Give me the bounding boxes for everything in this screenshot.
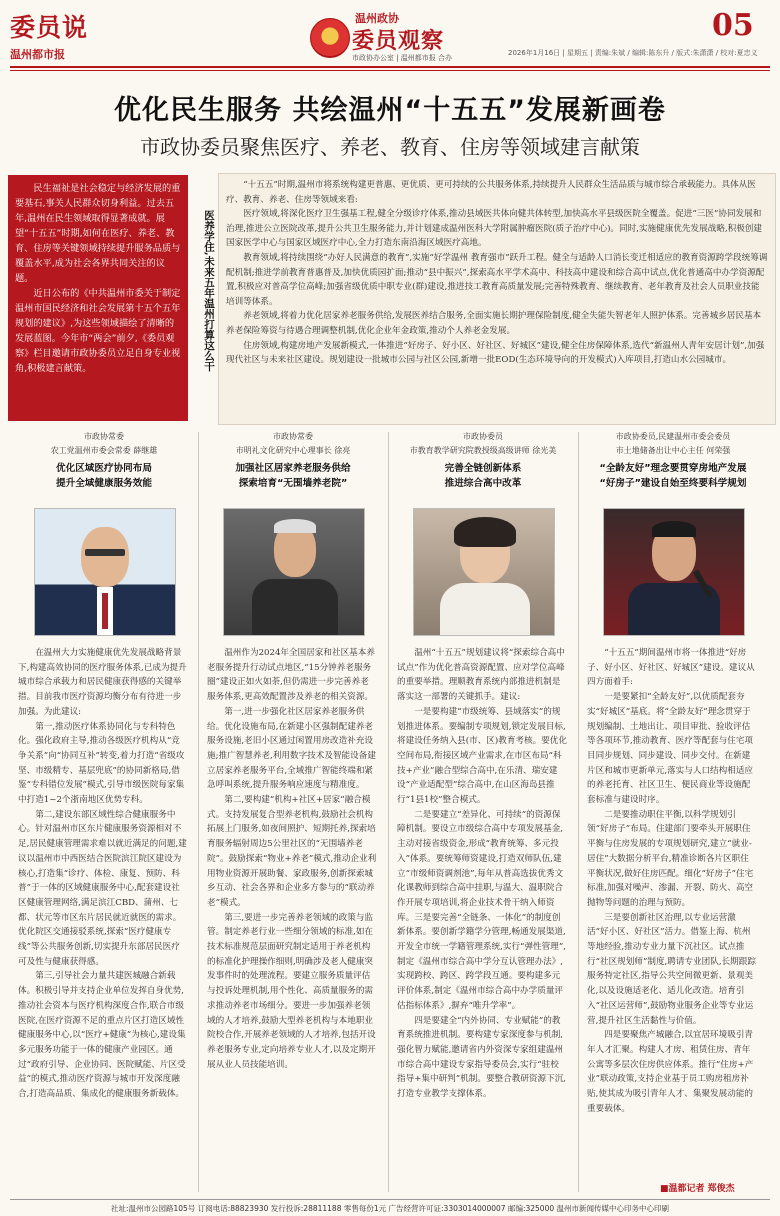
member-role: 市政协委员 bbox=[463, 432, 503, 441]
lead-paragraph: 近日公布的《中共温州市委关于制定温州市国民经济和社会发展第十五个五年规划的建议》,为这些领域描绘了清晰的发展蓝图。今年市“两会”前夕,《委员观察》栏目邀请市政协委员立足自身专业视角,积极建言献策。 bbox=[15, 288, 181, 374]
column-divider bbox=[198, 432, 199, 1192]
member-name: 市土地储备出让中心主任 何荣强 bbox=[615, 446, 731, 455]
member-role: 市政协常委 bbox=[84, 432, 124, 441]
column-title: 加强社区居家养老服务供给 探索培育“无围墙养老院” bbox=[235, 463, 351, 489]
column-body bbox=[397, 646, 567, 1102]
overview-paragraph: 养老领域,将着力优化居家养老服务供给,发展医养结合服务,全面实施长期护理保险制度,健全失能失智老年人照护体系。完善城乡居民基本养老保险筹资与待遇合理调整机制,优化企业年金政策,推动个人养老金发展。 bbox=[226, 311, 762, 336]
body-paragraph: 在温州大力实施健康优先发展战略背景下,构建高效协同的医疗服务体系,已成为提升城市综合承载力和居民健康获得感的关键举措。目前我市医疗资源均衡分布有待进一步加强。为此建议: bbox=[18, 648, 187, 717]
member-name: 市教育教学研究院教授级高级讲师 徐光美 bbox=[409, 446, 557, 455]
brand-line: 温州政协 bbox=[355, 12, 399, 25]
lead-box bbox=[8, 175, 188, 421]
overview-paragraph: “十五五”时期,温州市将系统构建更普惠、更优质、更可持续的公共服务体系,持续提升人民群众生活品质与城市综合承载能力。具体从医疗、教育、养老、住房等领域来看: bbox=[226, 180, 756, 205]
section-subtitle: 温州都市报 bbox=[10, 48, 65, 61]
overview-paragraph: 住房领域,构建房地产发展新模式,一体推进“好房子、好小区、好社区、好城区”建设,健全住房保障体系,选代“新温州人青年安居计划”,加强现代社区与未来社区建设。规划建设一批城市公园与社区公园,新增一批EOD(生态环境导向的开发模式)入库项目,打造山水公园城市。 bbox=[226, 340, 765, 366]
body-paragraph: 三是要创新社区治理,以专业运营激活“好小区、好社区”活力。借鉴上海、杭州等地经验,推动专业力量下沉社区。试点推行“社区规划师”制度,聘请专业团队,长期跟踪服务特定社区,指导公共空间微更新、景观美化,以及设施适老化、适儿化改造。培育引入“社区运营师”,鼓励物业服务企业等专业运营,提升社区生活黏性与价值。 bbox=[587, 912, 756, 1026]
masthead-rule-thin bbox=[10, 70, 770, 71]
member-photo bbox=[34, 508, 176, 636]
column-body bbox=[207, 646, 377, 1072]
body-paragraph: 温州“十五五”规划建议将“探索综合高中试点”作为优化普高资源配置、应对学位高峰的重要举措。理顺教育系统内部推进机制是落实这一部署的关键抓手。建议: bbox=[397, 648, 565, 703]
member-name: 市明礼文化研究中心理事长 徐亮 bbox=[235, 446, 351, 455]
body-paragraph: 一是要紧扣“全龄友好”,以优质配套夯实“好城区”基底。将“全龄友好”理念贯穿于规划编制、土地出让、项目审批、验收评估等各项环节,推动教育、医疗等配套与住宅项目同步规划、同步建设、同步交付。在新建片区和城市更新单元,落实与人口结构相适应的养老托育、社区卫生、便民商业等设施配套标准与建设时序。 bbox=[587, 692, 754, 806]
column-header bbox=[14, 430, 194, 491]
body-paragraph: 第二,建设东部区域性综合健康服务中心。针对温州市区东片健康服务资源相对不足,居民健康管理需求难以就近满足的问题,建议以温州市中西医结合医院滨江院区建设为核心,打造集“诊疗、体检、康复、预防、科普”于一体的区域健康服务中心,配套建设社区健康管理网络,满足滨江CBD、蒲州、七都、状元等市区东片居民就近就医的需求。优化院区交通接驳系统,探索“医疗健康专线”等公共服务创新,切实提升东部居民医疗可及性与健康获得感。 bbox=[18, 809, 187, 967]
member-role: 市政协委员,民建温州市委会委员 bbox=[615, 432, 731, 441]
column-header bbox=[583, 430, 763, 491]
masthead-rule bbox=[10, 66, 770, 68]
page-footer: 社址:温州市公园路105号 订阅电话:88823930 发行投诉:28811188 零售每份1元 广告经营许可证:3303014000007 邮编:325000 温州市新闻传媒中心印务中心印刷 bbox=[10, 1199, 770, 1214]
column-body bbox=[587, 646, 757, 1117]
body-paragraph: 二是要建立“差异化、可持续”的资源保障机制。要设立市级综合高中专项发展基金,主动对接省级资金,形成“教育统筹、多元投入”体系。要统筹师资建设,打造双师队伍,建立“市级师资调剂池”,每年从普高选拔优秀文化课教师到综合高中挂职,与温大、温职院合作开展专项培训,将企业技术骨干纳入师资库。三是要完善“全链条、一体化”的制度创新体系。要创新学籍学分管理,畅通发展渠道,开发全市统一学籍管理系统,实行“弹性管理”,制定《温州市综合高中学分互认管理办法》,实现跨校、跨区、跨学段互通。要构建多元评价体系,制定《温州市综合高中办学质量评估指标体系》,摒弃“唯升学率”。 bbox=[397, 809, 566, 1011]
lead-paragraph: 民生福祉是社会稳定与经济发展的重要基石,事关人民群众切身利益。过去五年,温州在民生领域取得显著成就。展望“十五五”时期,如何在医疗、养老、教育、住房等关键领域持续提升服务品质与覆盖水平,成为社会各界共同关注的议题。 bbox=[15, 183, 181, 284]
column-title: “全龄友好”理念要贯穿房地产发展 “好房子”建设自始至终要科学规划 bbox=[599, 463, 747, 489]
body-paragraph: 第二,要构建“机构+社区+居家”融合模式。支持发展复合型养老机构,鼓励社会机构拓展上门服务,如夜间照护、短期托养,探索培育服务辐射周边5公里社区的“无围墙养老院”。鼓励探索“物业+养老”模式,推动企业利用物业资源开展助餐、家政服务,创新探索城乡互动、社会各界和企业多方参与的“联动养老”模式。 bbox=[207, 795, 377, 908]
body-paragraph: 第一,推动医疗体系协同化与专科特色化。强化政府主导,推动各级医疗机构从“竞争关系”向“协同互补”转变,着力打造“省级攻坚、市级精专、基层兜底”的协同新格局,借鉴“专科错位发展”模式,引导市级医院每家集中打造1~2个浙南地区优势专科。 bbox=[18, 721, 185, 806]
reporter-byline: ■温都记者 郑俊杰 bbox=[660, 1184, 735, 1194]
body-paragraph: “十五五”期间温州市将一体推进“好房子、好小区、好社区、好城区”建设。建议从四方面着手: bbox=[587, 648, 755, 688]
member-role: 市政协常委 bbox=[273, 432, 313, 441]
member-photo bbox=[603, 508, 745, 636]
section-title: 委员说 bbox=[10, 13, 89, 42]
column-header bbox=[203, 430, 383, 491]
overview-paragraph: 教育领域,将持续围绕“办好人民满意的教育”,实施“好学温州 教育强市”跃升工程。健全与适龄人口消长变迁相适应的教育资源跨学段统筹调配机制;推进学前教育普惠普及,加快优质园扩面;推动“县中振兴”,探索高水平学术高中、科技高中建设和综合高中试点,优化普通高中办学资源配置,积极应对普高学位高峰;加强省级优质中职专业(群)建设,推进技工教育高质量发展;完善特殊教育、继续教育、老年教育及社会人员职业技能培训等体系。 bbox=[226, 252, 768, 307]
brand-sub: 市政协办公室 | 温州都市报 合办 bbox=[352, 54, 453, 62]
column-header bbox=[393, 430, 573, 491]
member-name: 农工党温州市委会常委 薛继雄 bbox=[50, 446, 158, 455]
column-brand: 委员观察 bbox=[352, 29, 445, 54]
body-paragraph: 温州作为2024年全国居家和社区基本养老服务提升行动试点地区,“15分钟养老服务圈”建设正如火如荼,但仍需进一步完善养老服务体系,更高效配置涉及养老的相关资源。 bbox=[207, 648, 375, 703]
cppcc-emblem-icon bbox=[310, 18, 350, 58]
member-photo bbox=[413, 508, 555, 636]
page-headline: 优化民生服务 共绘温州“十五五”发展新画卷 bbox=[114, 95, 666, 126]
overview-text bbox=[226, 178, 768, 368]
body-paragraph: 四是要聚焦产城融合,以宜居环境吸引青年人才汇聚。构建人才房、租赁住房、青年公寓等多层次住房供应体系。推行“住房+产业”联动政策,支持企业基于员工购房租房补贴,使其成为吸引青年人才、集聚发展动能的重要载体。 bbox=[587, 1030, 754, 1114]
member-photo bbox=[223, 508, 365, 636]
column-title: 完善全链创新体系 推进综合高中改革 bbox=[444, 463, 522, 489]
body-paragraph: 第三,引导社会力量共建医城融合新载体。积极引导并支持企业单位发挥自身优势,推动社会资本与医疗机构深度合作,联合市级医院,在医疗资源不足的重点片区打造区域性健康服务中心,以“医疗+健康”为核心,建设集多元服务功能于一体的健康产业园区。通过“政府引导、企业协同、医院赋能、片区受益”的模式,推动医疗资源与城市开发深度融合,打造高品质、集成化的健康服务新载体。 bbox=[18, 971, 186, 1100]
dateline: 2026年1月16日 | 星期五 | 责编:朱斌 / 编辑:陈东升 / 版式:朱潇潇 / 校对:夏忠义 bbox=[508, 49, 758, 57]
column-divider bbox=[578, 432, 579, 1192]
overview-vertical-title: 医养学住,未来五年温州打算这么干 bbox=[203, 210, 215, 372]
column-body bbox=[18, 646, 188, 1102]
column-title: 优化区域医疗协同布局 提升全域健康服务效能 bbox=[56, 463, 152, 489]
overview-paragraph: 医疗领域,将深化医疗卫生强基工程,健全分级诊疗体系,推动县域医共体向健共体转型,加快高水平县级医院全覆盖。促进“三医”协同发展和治理,推进公立医院改革,提升公共卫生服务能力,并计划建成温州医科大学附属肿瘤医院(质子治疗中心)。同时,实施健康优先发展战略,积极创建国家医学中心与国家区域医疗中心,全力打造东南沿海区域医疗高地。 bbox=[226, 209, 762, 249]
column-divider bbox=[388, 432, 389, 1192]
body-paragraph: 二是要推动职住平衡,以科学规划引领“好房子”布局。住建部门要牵头开展职住平衡与住房发展的专项规划研究,建立“就业-居住”大数据分析平台,精准诊断各片区职住平衡状况,做好住房匹配。细化“好房子”住宅标准,加强对噪声、渗漏、开裂、防火、高空抛物等问题的治理与预防。 bbox=[587, 809, 754, 908]
body-paragraph: 第一,进一步强化社区居家养老服务供给。优化设施布局,在新建小区强制配建养老服务设施,老旧小区通过闲置用房改造补充设施;推广智慧养老,利用数字技术及智能设备建立居家养老服务平台,全域推广智能终端和紧急呼叫系统,提升服务响应速度与精准度。 bbox=[207, 706, 376, 791]
body-paragraph: 一是要构建“市级统筹、县域落实”的规划推进体系。要编制专项规划,锁定发展目标,将建设任务纳入县(市、区)教育考核。要优化空间布局,衔接区域产业需求,在市区布局“科技+产业”融合型综合高中,在乐清、瑞安建设“产业适配型”综合高中,在山区海岛县推行“1县1校”整合模式。 bbox=[397, 706, 567, 806]
page-number: 05 bbox=[712, 8, 754, 43]
page-subheadline: 市政协委员聚焦医疗、养老、教育、住房等领域建言献策 bbox=[140, 135, 640, 159]
body-paragraph: 四是要建全“内外协同、专业赋能”的教育系统推进机制。要构建专家深度参与机制,强化智力赋能,邀请省内外资深专家组建温州市综合高中建设专家指导委员会,实行“驻校指导+集中研判”机制。要整合教研资源下沉,打造专业教学支撑体系。 bbox=[397, 1015, 567, 1100]
body-paragraph: 第三,要进一步完善养老领域的政策与监管。制定养老行业一些细分领域的标准,如在技术标准规范层面研究制定适用于养老机构的标准化护理操作细则,明确涉及老人健康突发事件时的处理流程。要建立服务质量评估与投诉处理机制,用个性化、高质量服务的需求推动养老市场细分。要进一步加强养老领域的人才培养,鼓励大型养老机构与本地职业院校合作,开展养老领域的人才培养,包括开设养老服务专业,定向培养专业人才,以及定期开展从业人员技能培训。 bbox=[207, 912, 376, 1070]
